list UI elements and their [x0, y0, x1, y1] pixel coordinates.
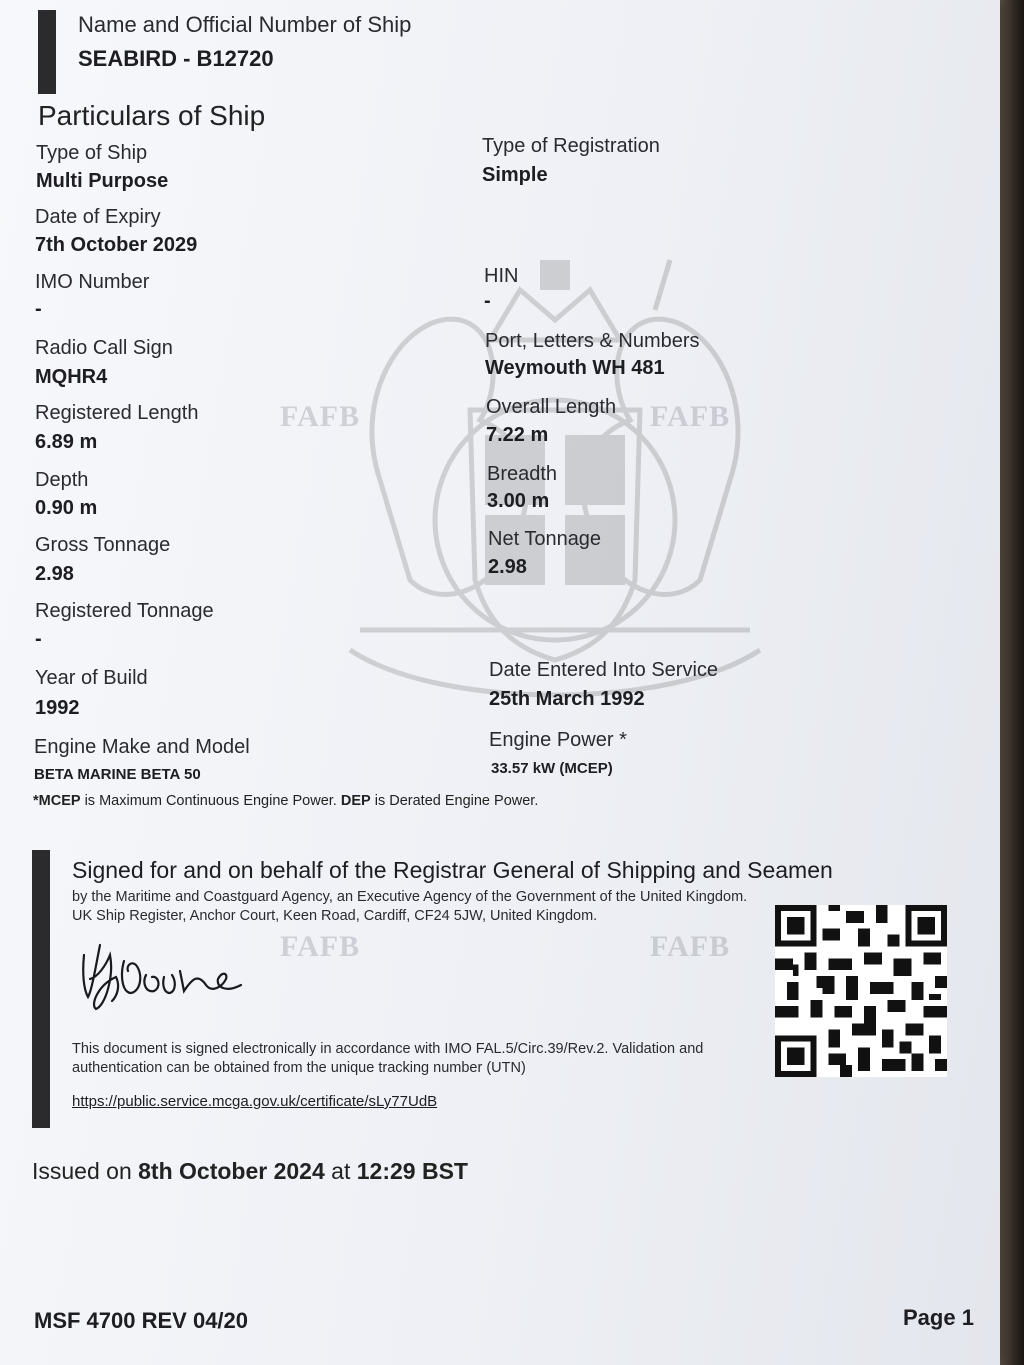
field-value: 3.00 m [487, 490, 550, 512]
issued-prefix: Issued on [32, 1158, 132, 1184]
field-label: Type of Ship [36, 142, 148, 164]
signed-title: Signed for and on behalf of the Registrar General of Shipping and Seamen [72, 857, 833, 883]
field-label: Registered Length [35, 402, 199, 424]
field-label: Overall Length [486, 396, 617, 418]
qr-code[interactable] [775, 905, 947, 1077]
field-label: Type of Registration [482, 135, 660, 157]
field-value: 6.89 m [35, 431, 98, 453]
field-value: Weymouth WH 481 [485, 357, 665, 379]
engine-power-footnote [33, 793, 538, 809]
issued-at: at [331, 1158, 351, 1184]
header-accent-bar [38, 10, 56, 94]
field-label: HIN [484, 265, 519, 287]
signature-accent-bar [32, 850, 50, 1128]
field-value: 25th March 1992 [489, 688, 645, 710]
ship-name-label: Name and Official Number of Ship [78, 12, 412, 37]
field-value: 1992 [35, 697, 80, 719]
field-label: Gross Tonnage [35, 534, 171, 556]
field-value: 2.98 [488, 556, 527, 578]
field-label: Engine Make and Model [34, 736, 250, 758]
footnote-term: *MCEP [33, 793, 81, 809]
field-value: Multi Purpose [36, 170, 169, 192]
footnote-text: is Derated Engine Power. [370, 793, 539, 809]
field-label: Date Entered Into Service [489, 659, 719, 681]
background-edge [1000, 0, 1024, 1365]
footnote-term: DEP [340, 793, 371, 809]
field-value: 2.98 [35, 563, 74, 585]
ship-name-value: SEABIRD - B12720 [78, 46, 274, 71]
field-value: 0.90 m [35, 497, 98, 519]
issued-time: 12:29 BST [356, 1158, 468, 1184]
field-label: Net Tonnage [488, 528, 602, 550]
certificate-link[interactable]: https://public.service.mcga.gov.uk/certificate/sLy77UdB [72, 1093, 438, 1110]
footnote-text: is Maximum Continuous Engine Power. [80, 793, 341, 809]
field-label: Year of Build [35, 667, 148, 689]
page-number: Page 1 [903, 1305, 974, 1330]
watermark: FAFB [650, 400, 731, 433]
watermark: FAFB [280, 930, 361, 963]
field-label: Radio Call Sign [35, 337, 173, 359]
form-reference: MSF 4700 REV 04/20 [34, 1308, 249, 1333]
watermark: FAFB [650, 930, 731, 963]
field-value: Simple [482, 164, 548, 186]
field-value: - [35, 628, 42, 650]
field-value: 7.22 m [486, 424, 549, 446]
field-value: 7th October 2029 [35, 234, 198, 256]
field-label: Engine Power * [489, 729, 627, 751]
field-value: BETA MARINE BETA 50 [34, 766, 201, 783]
field-value: - [35, 298, 42, 320]
field-label: Breadth [487, 463, 558, 485]
field-value: MQHR4 [35, 366, 108, 388]
field-label: Date of Expiry [35, 206, 161, 228]
field-value: 33.57 kW (MCEP) [491, 760, 613, 777]
section-title: Particulars of Ship [38, 100, 266, 131]
field-label: Registered Tonnage [35, 600, 214, 622]
field-value: - [484, 290, 491, 312]
field-label: Depth [35, 469, 89, 491]
field-label: IMO Number [35, 271, 150, 293]
signed-description: by the Maritime and Coastguard Agency, an Executive Agency of the Government of the United Kingdom. UK Ship Register, Anchor Court, Keen Road, Cardiff, CF24 5JW, United Kingdom. [72, 889, 748, 924]
electronic-signature-note: This document is signed electronically in accordance with IMO FAL.5/Circ.39/Rev.2. Validation and authentication can be obtained from the unique tracking number (UTN) [72, 1041, 704, 1076]
issued-line [32, 1158, 468, 1185]
field-label: Port, Letters & Numbers [485, 330, 700, 352]
watermark: FAFB [280, 400, 361, 433]
signature-image [76, 935, 246, 1015]
issued-date: 8th October 2024 [138, 1158, 325, 1184]
